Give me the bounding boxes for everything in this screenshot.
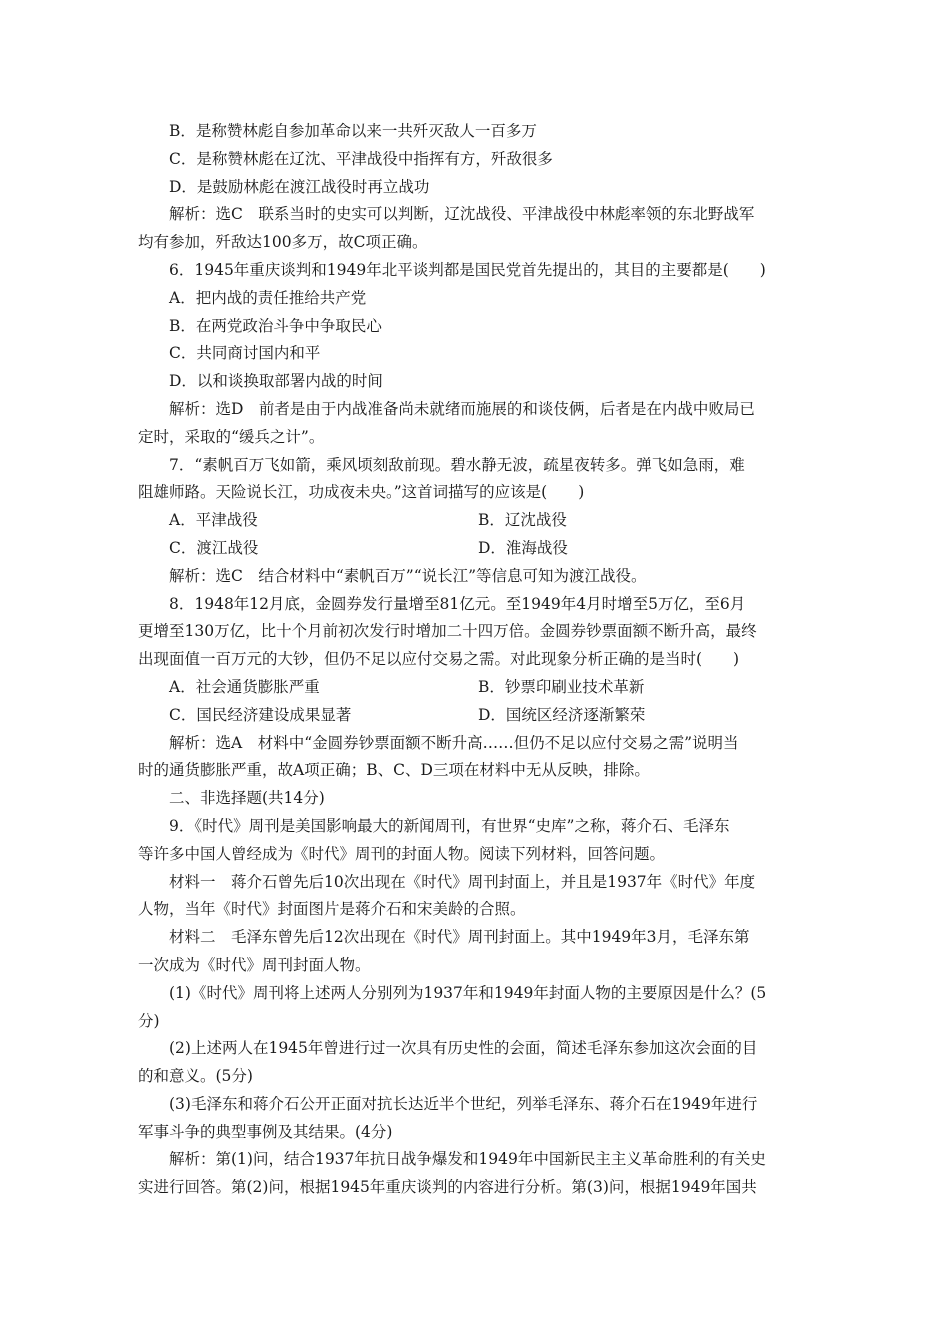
option-text: D．淮海战役 <box>478 538 568 557</box>
option-text: C．国民经济建设成果显著 <box>169 705 352 724</box>
text-line: 9．《时代》周刊是美国影响最大的新闻周刊，有世界“史库”之称，蒋介石、毛泽东 <box>169 816 730 835</box>
document-body <box>138 118 814 1202</box>
text-line: 解析：第(1)问，结合1937年抗日战争爆发和1949年中国新民主主义革命胜利的有关史 <box>169 1150 766 1169</box>
text-line: 解析：选D 前者是由于内战准备尚未就绪而施展的和谈伎俩，后者是在内战中败局已 <box>169 399 755 418</box>
option-text: C．渡江战役 <box>169 538 259 557</box>
option-text: A．社会通货膨胀严重 <box>169 677 320 696</box>
text-line: B．是称赞林彪自参加革命以来一共歼灭敌人一百多万 <box>169 122 537 140</box>
text-line: D．是鼓励林彪在渡江战役时再立战功 <box>169 177 430 196</box>
text-line: (2)上述两人在1945年曾进行过一次具有历史性的会面，简述毛泽东参加这次会面的目 <box>169 1039 758 1058</box>
text-line: 7．“素帆百万飞如箭，乘风顷刻敌前现。碧水静无波，疏星夜转多。弹飞如急雨，难 <box>169 455 745 474</box>
text-line: 8．1948年12月底，金圆券发行量增至81亿元。至1949年4月时增至5万亿，至6月 <box>169 594 746 613</box>
text-line: C．共同商讨国内和平 <box>169 344 321 363</box>
text-line: 分) <box>138 1011 160 1030</box>
text-line: (1)《时代》周刊将上述两人分别列为1937年和1949年封面人物的主要原因是什么？(5 <box>169 983 767 1002</box>
option-text: D．国统区经济逐渐繁荣 <box>478 705 646 724</box>
option-text: B．钞票印刷业技术革新 <box>478 677 645 696</box>
option-row <box>138 507 814 535</box>
text-line: 出现面值一百万元的大钞，但仍不足以应付交易之需。对此现象分析正确的是当时( ) <box>138 650 740 669</box>
text-line: 解析：选A 材料中“金圆券钞票面额不断升高……但仍不足以应付交易之需”说明当 <box>169 733 739 752</box>
text-line: 定时，采取的“缓兵之计”。 <box>138 427 325 446</box>
text-line: 均有参加，歼敌达100多万，故C项正确。 <box>138 233 428 252</box>
text-line: 材料二 毛泽东曾先后12次出现在《时代》周刊封面上。其中1949年3月，毛泽东第 <box>169 928 750 947</box>
text-line: 解析：选C 联系当时的史实可以判断，辽沈战役、平津战役中林彪率领的东北野战军 <box>169 205 755 224</box>
option-text: B．辽沈战役 <box>478 511 567 530</box>
text-line: 实进行回答。第(2)问，根据1945年重庆谈判的内容进行分析。第(3)问，根据1949年国共 <box>138 1178 757 1197</box>
text-line: 二、非选择题(共14分) <box>169 789 325 808</box>
text-line: 人物，当年《时代》封面图片是蒋介石和宋美龄的合照。 <box>138 900 526 919</box>
text-line: B．在两党政治斗争中争取民心 <box>169 316 382 335</box>
text-line: D．以和谈换取部署内战的时间 <box>169 372 383 391</box>
text-line: 一次成为《时代》周刊封面人物。 <box>138 955 371 974</box>
text-line: 军事斗争的典型事例及其结果。(4分) <box>138 1122 393 1141</box>
text-line: A．把内战的责任推给共产党 <box>169 288 367 307</box>
option-text: A．平津战役 <box>169 511 258 530</box>
text-line: 等许多中国人曾经成为《时代》周刊的封面人物。阅读下列材料，回答问题。 <box>138 844 666 863</box>
option-row <box>138 702 814 730</box>
option-row <box>138 674 814 702</box>
text-line: 时的通货膨胀严重，故A项正确；B、C、D三项在材料中无从反映，排除。 <box>138 761 650 780</box>
text-line: 材料一 蒋介石曾先后10次出现在《时代》周刊封面上，并且是1937年《时代》年度 <box>169 872 756 891</box>
text-line: 阻雄师路。天险说长江，功成夜未央。”这首词描写的应该是( ) <box>138 483 585 502</box>
text-line: 更增至130万亿，比十个月前初次发行时增加二十四万倍。金圆券钞票面额不断升高，最终 <box>138 622 757 641</box>
option-row <box>138 535 814 563</box>
text-line: C．是称赞林彪在辽沈、平津战役中指挥有方，歼敌很多 <box>169 149 553 168</box>
text-line: 解析：选C 结合材料中“素帆百万”“说长江”等信息可知为渡江战役。 <box>169 566 647 585</box>
text-line: 的和意义。(5分) <box>138 1067 253 1086</box>
text-line: 6．1945年重庆谈判和1949年北平谈判都是国民党首先提出的，其目的主要都是( ) <box>169 260 766 279</box>
text-line: (3)毛泽东和蒋介石公开正面对抗长达近半个世纪，列举毛泽东、蒋介石在1949年进行 <box>169 1094 758 1113</box>
